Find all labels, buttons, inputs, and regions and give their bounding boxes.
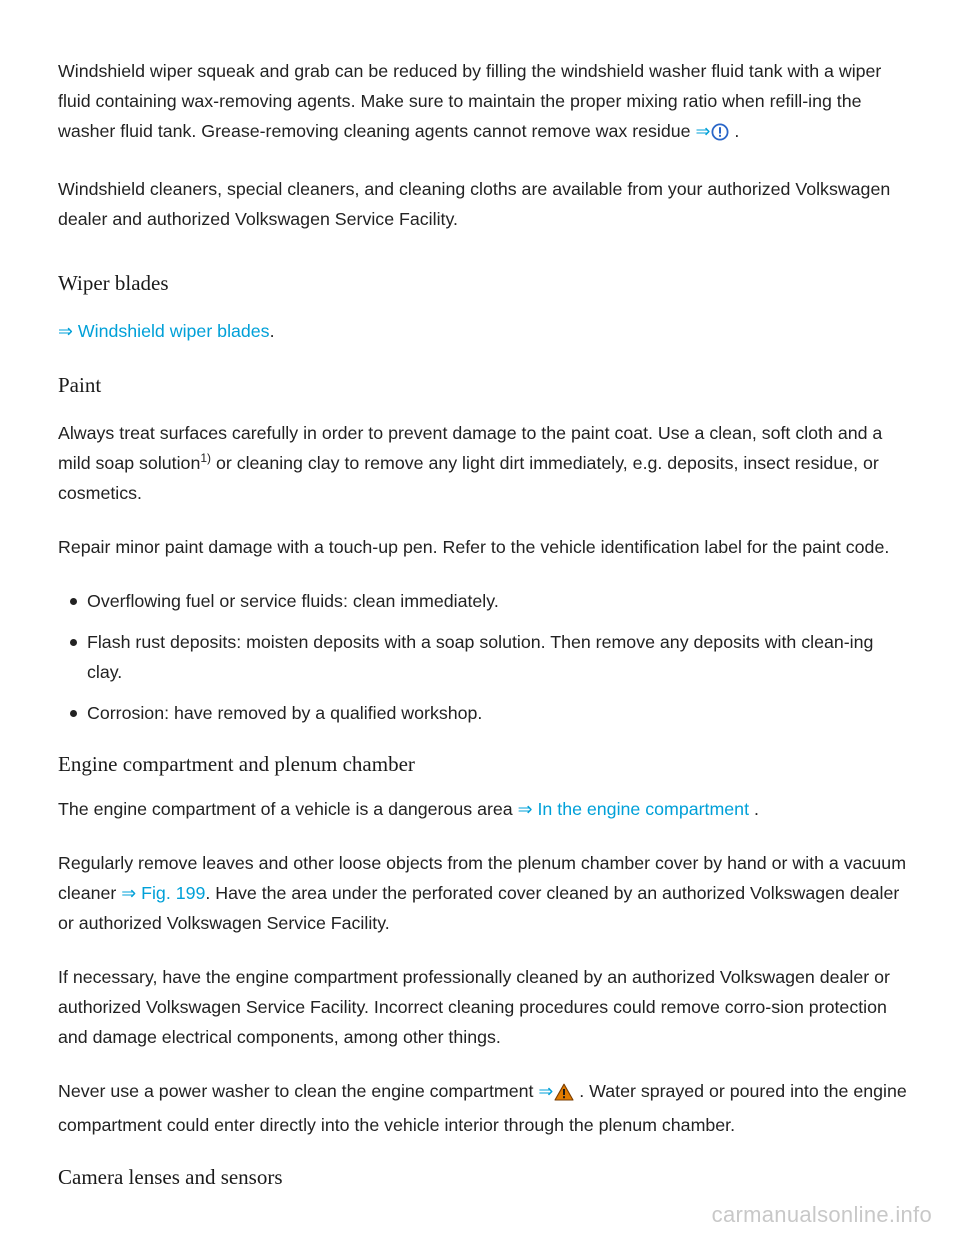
list-item: Overflowing fuel or service fluids: clean immediately. <box>58 586 908 616</box>
paint-paragraph-repair: Repair minor paint damage with a touch-up pen. Refer to the vehicle identification label for the paint code. <box>58 537 890 557</box>
link-windshield-wiper-blades[interactable]: ⇒ Windshield wiper blades <box>58 321 270 341</box>
warning-reference-arrow[interactable]: ⇒ <box>538 1081 554 1101</box>
intro-text: Windshield wiper squeak and grab can be reduced by filling the windshield washer fluid tank with a wiper fluid containing wax-removing agents. Make sure to maintain the proper mixing ratio when refill-ing the washer fluid tank. Grease-removing cleaning agents cannot remove wax residue <box>58 61 882 141</box>
engine-paragraph-professional: If necessary, have the engine compartment professionally cleaned by an authorized Volkswagen dealer or authorized Volkswagen Service Facility. Incorrect cleaning procedures could remove corro-sion protection and damage electrical components, among other things. <box>58 967 890 1047</box>
link-in-the-engine-compartment[interactable]: ⇒ In the engine compartment <box>517 799 750 819</box>
list-item: Flash rust deposits: moisten deposits with a soap solution. Then remove any deposits with clean-ing clay. <box>58 627 908 687</box>
footnote-marker: 1) <box>200 451 212 465</box>
list-item: Corrosion: have removed by a qualified workshop. <box>58 698 908 728</box>
engine-paragraph-plenum <box>58 848 908 938</box>
engine-period: . <box>753 799 759 819</box>
paint-text-a: Always treat surfaces carefully in order to prevent damage to the paint coat. Use a clean, soft cloth and a mild soap solution <box>58 423 883 473</box>
intro-paragraph-wax <box>58 56 908 150</box>
bullet-dot-icon <box>70 639 77 646</box>
warning-triangle-icon[interactable] <box>554 1080 574 1110</box>
heading-wiper-blades: Wiper blades <box>58 271 169 295</box>
engine-plenum-text-a: Regularly remove leaves and other loose objects from the plenum chamber cover by hand or with a vacuum cleaner <box>58 853 907 903</box>
link-fig-199[interactable]: ⇒ Fig. 199 <box>121 883 206 903</box>
engine-paragraph-danger <box>58 794 908 824</box>
manual-page <box>58 56 908 1190</box>
watermark: carmanualsonline.info <box>711 1202 932 1227</box>
wiper-period: . <box>269 321 275 341</box>
intro-paragraph-cleaners: Windshield cleaners, special cleaners, and cleaning cloths are available from your authorized Volkswagen dealer and authorized Volkswagen Service Facility. <box>58 179 891 229</box>
wiper-paragraph <box>58 316 908 346</box>
paint-text-b: or cleaning clay to remove any light dirt immediately, e.g. deposits, insect residue, or cosmetics. <box>58 453 879 503</box>
engine-paragraph-power-washer <box>58 1076 908 1140</box>
notice-exclamation-icon[interactable] <box>711 120 729 150</box>
paint-paragraph-treat <box>58 418 908 508</box>
bullet-dot-icon <box>70 710 77 717</box>
paint-bullet-list <box>58 586 908 728</box>
bullet-dot-icon <box>70 598 77 605</box>
intro-period: . <box>734 121 740 141</box>
heading-engine-compartment: Engine compartment and plenum chamber <box>58 752 415 776</box>
engine-washer-text-a: Never use a power washer to clean the engine compartment <box>58 1081 534 1101</box>
notice-reference-arrow[interactable]: ⇒ <box>695 121 711 141</box>
engine-washer-text-b: . Water sprayed or poured into the engine compartment could enter directly into the vehicle interior through the plenum chamber. <box>58 1081 907 1135</box>
engine-plenum-text-b: . Have the area under the perforated cover cleaned by an authorized Volkswagen dealer or authorized Volkswagen Service Facility. <box>58 883 900 933</box>
engine-text-a: The engine compartment of a vehicle is a dangerous area <box>58 799 513 819</box>
heading-paint: Paint <box>58 373 102 397</box>
heading-camera-lenses: Camera lenses and sensors <box>58 1165 283 1189</box>
